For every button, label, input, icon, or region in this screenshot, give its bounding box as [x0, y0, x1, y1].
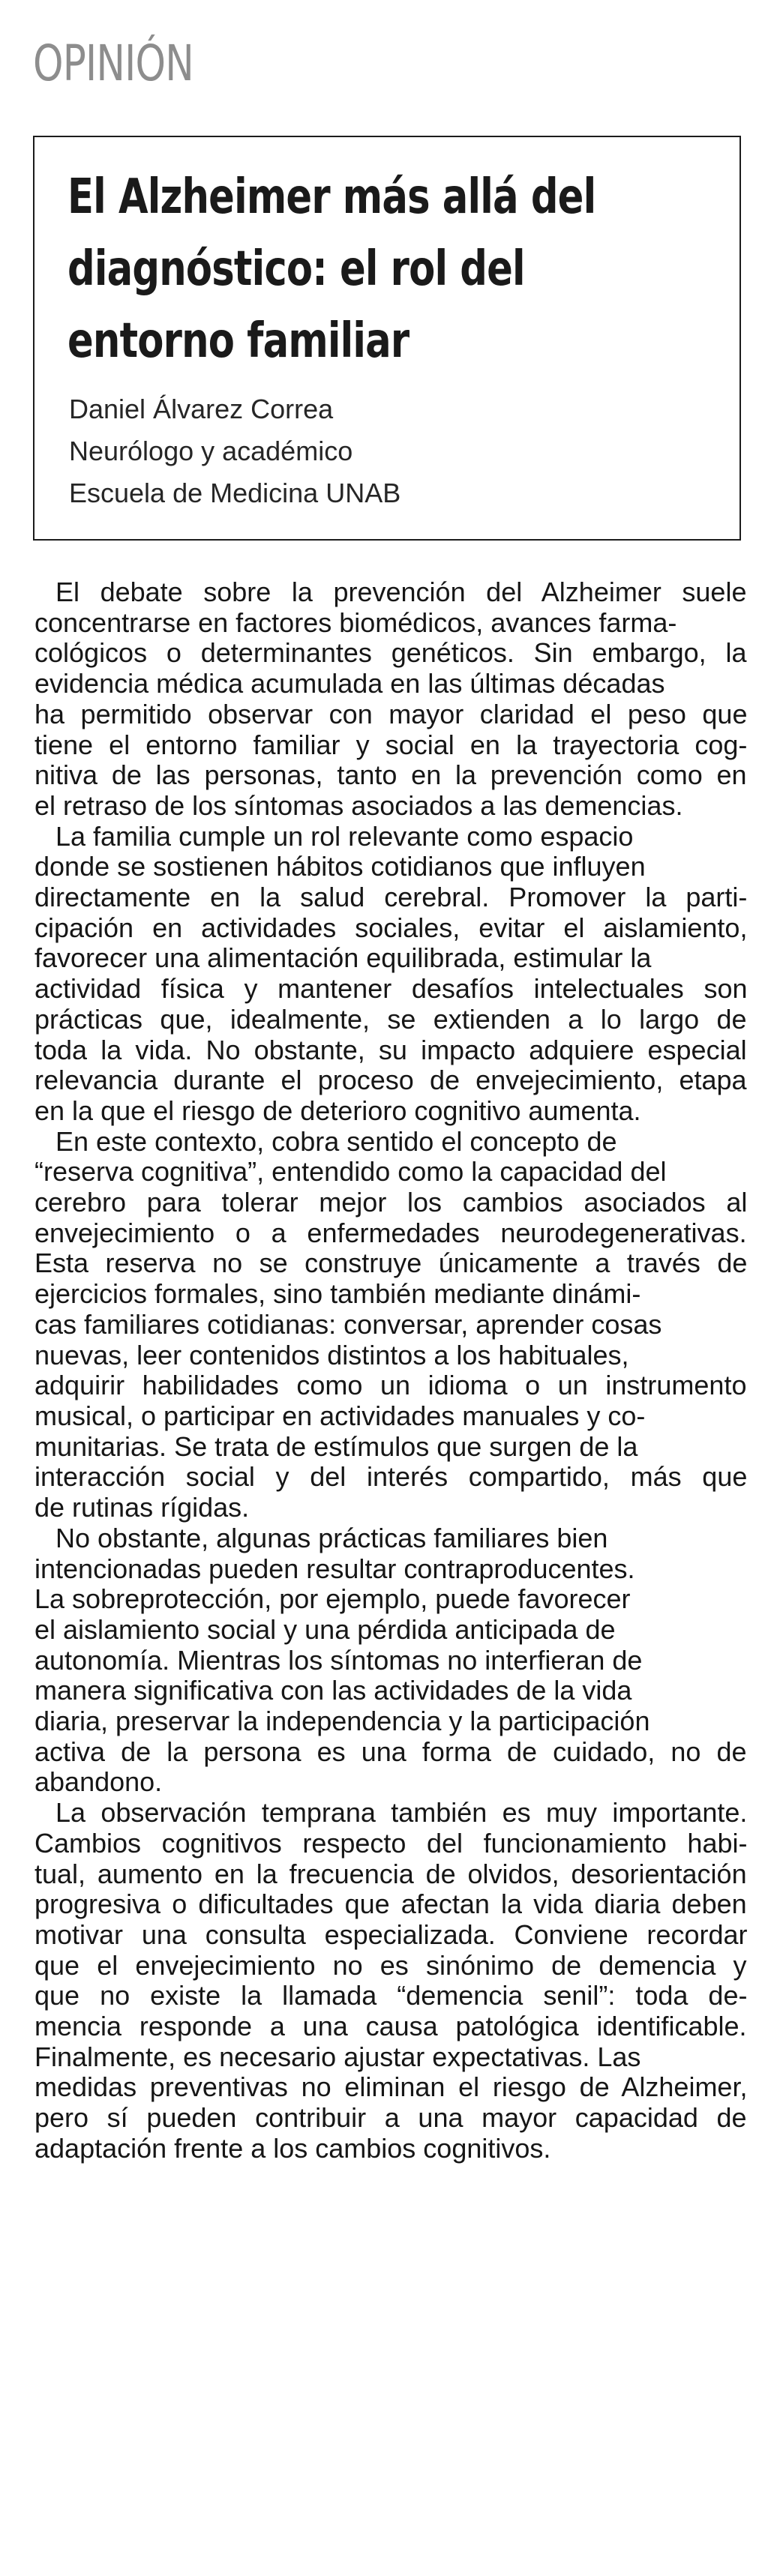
- paragraph-line: adquirir habilidades como un idioma o un instrumento: [34, 1370, 747, 1401]
- paragraph-line: cipación en actividades sociales, evitar el aislamiento,: [34, 912, 748, 943]
- paragraph-line: que no existe la llamada “demencia senil”: toda de-: [34, 1980, 748, 2011]
- section-label: OPINIÓN: [33, 34, 194, 92]
- author-role: Neurólogo y académico: [69, 436, 353, 466]
- article-paragraph: [34, 1798, 747, 2164]
- headline-line: diagnóstico: el rol del: [68, 241, 525, 297]
- paragraph-line: evidencia médica acumulada en las últimas décadas: [34, 668, 665, 699]
- paragraph-line: musical, o participar en actividades manuales y co-: [34, 1400, 646, 1431]
- paragraph-line: concentrarse en factores biomédicos, avances farma-: [34, 607, 677, 638]
- paragraph-line: tual, aumento en la frecuencia de olvidos, desorientación: [34, 1858, 747, 1889]
- paragraph-line: diaria, preservar la independencia y la participación: [34, 1706, 650, 1737]
- headline-box: [33, 136, 741, 541]
- paragraph-line: progresiva o dificultades que afectan la vida diaria deben: [34, 1889, 747, 1920]
- paragraph-line: munitarias. Se trata de estímulos que surgen de la: [34, 1430, 638, 1462]
- article-paragraph: [34, 577, 747, 822]
- article-headline: [68, 161, 686, 377]
- paragraph-line: adaptación frente a los cambios cognitivos.: [34, 2132, 551, 2164]
- paragraph-line: de rutinas rígidas.: [34, 1492, 250, 1523]
- headline-line: El Alzheimer más allá del: [68, 169, 596, 225]
- paragraph-line: en la que el riesgo de deterioro cognitivo aumenta.: [34, 1095, 641, 1126]
- paragraph-line: intencionadas pueden resultar contraproducentes.: [34, 1553, 635, 1584]
- paragraph-line: ejercicios formales, sino también mediante dinámi-: [34, 1278, 641, 1310]
- paragraph-line: el aislamiento social y una pérdida anticipada de: [34, 1613, 616, 1645]
- paragraph-line: La familia cumple un rol relevante como espacio: [56, 820, 634, 852]
- paragraph-line: cas familiares cotidianas: conversar, aprender cosas: [34, 1308, 662, 1340]
- paragraph-line: activa de la persona es una forma de cuidado, no de: [34, 1736, 747, 1767]
- paragraph-line: “reserva cognitiva”, entendido como la capacidad del: [34, 1156, 667, 1188]
- paragraph-line: cerebro para tolerar mejor los cambios asociados al: [34, 1187, 748, 1218]
- paragraph-line: actividad física y mantener desafíos intelectuales son: [34, 973, 748, 1005]
- paragraph-line: toda la vida. No obstante, su impacto adquiere especial: [34, 1034, 747, 1065]
- paragraph-line: motivar una consulta especializada. Conviene recordar: [34, 1919, 748, 1950]
- paragraph-line: Finalmente, es necesario ajustar expectativas. Las: [34, 2041, 641, 2072]
- paragraph-line: ha permitido observar con mayor claridad el peso que: [34, 698, 748, 729]
- paragraph-line: La observación temprana también es muy importante.: [56, 1797, 748, 1829]
- paragraph-line: envejecimiento o a enfermedades neurodegenerativas.: [34, 1217, 747, 1248]
- paragraph-line: La sobreprotección, por ejemplo, puede favorecer: [34, 1583, 631, 1615]
- author-institution: Escuela de Medicina UNAB: [69, 478, 401, 508]
- author-name: Daniel Álvarez Correa: [69, 394, 334, 424]
- byline: [69, 388, 400, 514]
- paragraph-line: En este contexto, cobra sentido el concepto de: [56, 1125, 617, 1157]
- paragraph-line: relevancia durante el proceso de envejecimiento, etapa: [34, 1065, 747, 1096]
- paragraph-line: que el envejecimiento no es sinónimo de demencia y: [34, 1949, 747, 1981]
- paragraph-line: medidas preventivas no eliminan el riesgo de Alzheimer,: [34, 2071, 748, 2103]
- paragraph-line: prácticas que, idealmente, se extienden a lo largo de: [34, 1003, 747, 1035]
- paragraph-line: nuevas, leer contenidos distintos a los habituales,: [34, 1339, 629, 1370]
- paragraph-line: autonomía. Mientras los síntomas no interfieran de: [34, 1644, 643, 1676]
- paragraph-line: Cambios cognitivos respecto del funcionamiento habi-: [34, 1827, 748, 1859]
- article-paragraph: [34, 1523, 747, 1798]
- paragraph-line: interacción social y del interés compartido, más que: [34, 1461, 748, 1493]
- paragraph-line: nitiva de las personas, tanto en la prevención como en: [34, 759, 747, 791]
- paragraph-line: tiene el entorno familiar y social en la trayectoria cog-: [34, 729, 748, 760]
- paragraph-line: El debate sobre la prevención del Alzheimer suele: [56, 577, 747, 607]
- paragraph-line: el retraso de los síntomas asociados a las demencias.: [34, 789, 683, 821]
- article-body: [34, 577, 747, 2164]
- paragraph-line: abandono.: [34, 1766, 163, 1798]
- paragraph-line: favorecer una alimentación equilibrada, estimular la: [34, 942, 652, 974]
- paragraph-line: No obstante, algunas prácticas familiares bien: [56, 1522, 608, 1553]
- paragraph-line: mencia responde a una causa patológica identificable.: [34, 2011, 747, 2042]
- headline-line: entorno familiar: [68, 313, 410, 369]
- paragraph-line: donde se sostienen hábitos cotidianos que influyen: [34, 851, 646, 882]
- article-paragraph: [34, 822, 747, 1127]
- paragraph-line: directamente en la salud cerebral. Promover la parti-: [34, 882, 748, 913]
- article-paragraph: [34, 1127, 747, 1523]
- paragraph-line: Esta reserva no se construye únicamente a través de: [34, 1248, 748, 1279]
- paragraph-line: manera significativa con las actividades de la vida: [34, 1675, 632, 1706]
- paragraph-line: pero sí pueden contribuir a una mayor capacidad de: [34, 2102, 747, 2134]
- paragraph-line: cológicos o determinantes genéticos. Sin embargo, la: [34, 637, 747, 669]
